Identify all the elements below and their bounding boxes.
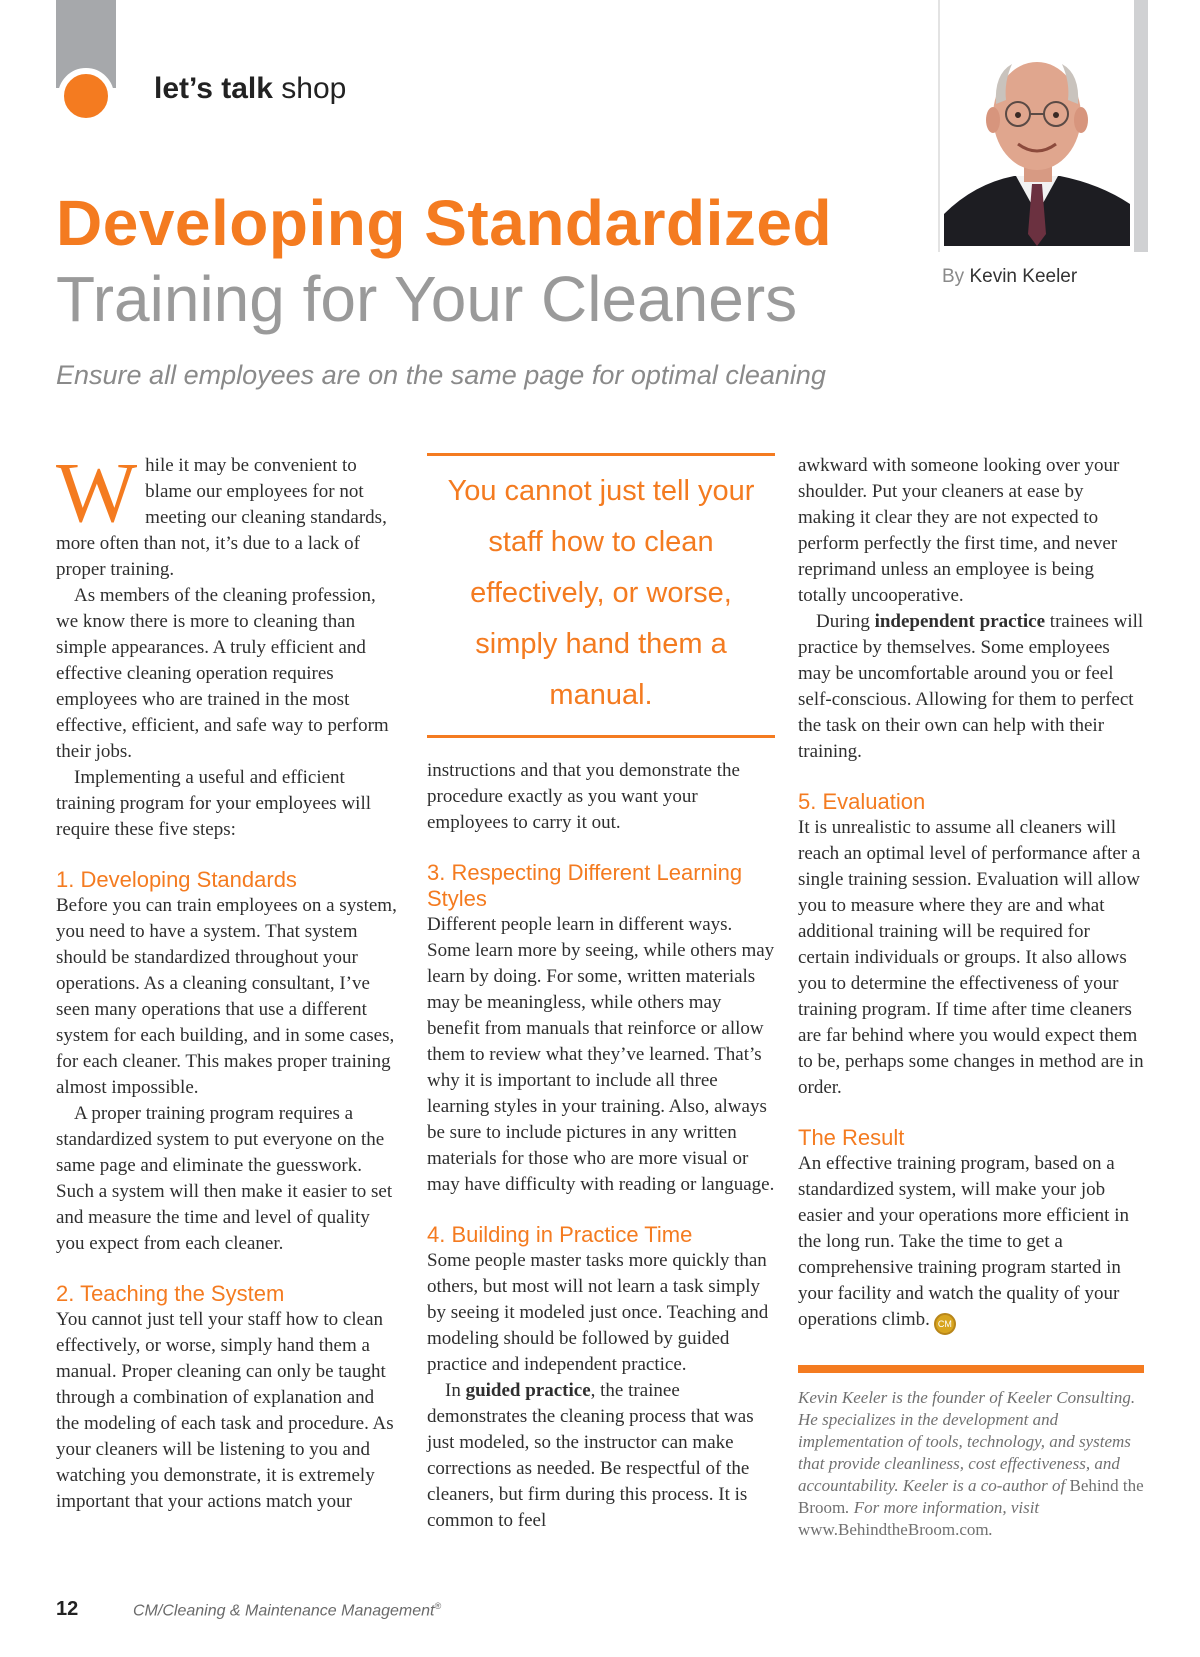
bio-divider: [798, 1365, 1144, 1373]
column-2: [427, 453, 775, 1534]
headline-line-1: Developing Standardized: [56, 187, 833, 259]
heading-teaching-system: 2. Teaching the System: [56, 1281, 285, 1306]
learning-styles-paragraph: Different people learn in different ways. Some learn more by seeing, while others may learn by doing. For some, written materials may be meaningless, while others may benefit from manuals that reinforce or allow them to review what they’ve learned. That’s why it is important to include all three learning styles in your training. Also, always be sure to include pictures in any written materials for those who are more visual or may have difficulty with reading or language.: [427, 914, 775, 1195]
intro-paragraph-1: [56, 444, 402, 583]
result-paragraph: [798, 1151, 1144, 1335]
pull-quote: You cannot just tell your staff how to clean effectively, or worse, simply hand them a manual.: [427, 453, 775, 738]
bio-book-title: Behind the Broom: [798, 1476, 1144, 1517]
bio-main: Kevin Keeler is the founder of Keeler Consulting. He specializes in the development and implementation of tools, technology, and systems that provide cleanliness, cost effectiveness, and accountability. Keeler is a co-author of: [798, 1388, 1136, 1495]
cm-end-mark-icon: CM: [934, 1313, 956, 1335]
heading-practice-time: 4. Building in Practice Time: [427, 1222, 693, 1247]
practice-paragraph-2: [427, 1378, 775, 1534]
byline: [942, 266, 1077, 288]
heading-developing-standards: 1. Developing Standards: [56, 867, 297, 892]
teaching-paragraph-continued: instructions and that you demonstrate the procedure exactly as you want your employees to carry it out.: [427, 760, 740, 833]
publication-title: CM/Cleaning & Maintenance Management: [133, 1602, 435, 1620]
evaluation-paragraph: It is unrealistic to assume all cleaners will reach an optimal level of performance after a single training session. Evaluation will allow you to measure where they are and what additional training will be required for certain individuals or groups. It also allows you to determine the effectiveness of your training program. If time after time cleaners are far behind where you would expect them to be, perhaps some changes in method are in order.: [798, 817, 1144, 1098]
standards-paragraph-1: Before you can train employees on a system, you need to have a system. That system should be standardized throughout your operations. As a cleaning consultant, I’ve seen many operations that use a different system for each building, and in some cases, for each cleaner. This makes proper training almost impossible.: [56, 895, 397, 1098]
section-tag: [154, 72, 346, 106]
section-tag-rest: shop: [272, 72, 347, 105]
practice-p2-pre: In: [445, 1380, 466, 1401]
intro-paragraph-1-text: hile it may be convenient to blame our employees for not meeting our cleaning standards, more often than not, it’s due to a lack of proper training.: [56, 455, 387, 580]
bio-url[interactable]: www.BehindtheBroom.com: [798, 1520, 989, 1539]
author-photo: [944, 44, 1130, 246]
teaching-paragraph-1: You cannot just tell your staff how to clean effectively, or worse, simply hand them a manual. Proper cleaning can only be taught through a combination of explanation and the modeling of each task and procedure. As your cleaners will be listening to you and watching you demonstrate, it is extremely important that your actions match your: [56, 1309, 394, 1512]
deck-subtitle: Ensure all employees are on the same page for optimal cleaning: [56, 360, 826, 390]
column-3: [798, 453, 1144, 1541]
independent-post: trainees will practice by themselves. Some employees may be uncomfortable around you or feel self-conscious. Allowing for them to perfect the task on their own can help with their training.: [798, 611, 1144, 762]
column-1: [56, 444, 402, 1515]
bio-more: . For more information, visit: [845, 1498, 1040, 1517]
heading-evaluation: 5. Evaluation: [798, 789, 926, 814]
registered-mark: ®: [434, 1601, 442, 1611]
independent-pre: During: [816, 611, 875, 632]
intro-paragraph-3: Implementing a useful and efficient training program for your employees will require these five steps:: [56, 767, 372, 840]
heading-the-result: The Result: [798, 1125, 905, 1150]
section-tag-bold: let’s talk: [154, 72, 273, 105]
section-tab-dot: [58, 68, 114, 124]
drop-cap: W: [56, 444, 138, 540]
intro-paragraph-2: As members of the cleaning profession, we know there is more to cleaning than simple appearances. A truly efficient and effective cleaning operation requires employees who are trained in the most effective, efficient, and safe way to perform their jobs.: [56, 585, 389, 762]
practice-p2-post: , the trainee demonstrates the cleaning process that was just modeled, so the instructor can make corrections as needed. Be respectful of the cleaners, but firm during this process. It is common to feel: [427, 1380, 754, 1531]
author-bio: [798, 1387, 1144, 1541]
headline-line-2: Training for Your Cleaners: [56, 263, 798, 335]
guided-practice-term: guided practice: [465, 1380, 591, 1401]
standards-paragraph-2: A proper training program requires a standardized system to put everyone on the same page and eliminate the guesswork. Such a system will then make it easier to set and measure the time and level of quality you expect from each cleaner.: [56, 1103, 393, 1254]
independent-practice-paragraph: [798, 609, 1144, 765]
practice-paragraph-1: Some people master tasks more quickly than others, but most will not learn a task simply by seeing it modeled just once. Teaching and modeling should be followed by guided practice and independent practice.: [427, 1250, 769, 1375]
byline-author: Kevin Keeler: [969, 266, 1078, 287]
bio-end: .: [988, 1520, 993, 1539]
page-number: 12: [56, 1598, 79, 1620]
practice-paragraph-continued: awkward with someone looking over your shoulder. Put your cleaners at ease by making it clear they are not expected to perform perfectly the first time, and never reprimand unless an employee is being totally uncooperative.: [798, 455, 1120, 606]
publication-name: [133, 1601, 441, 1620]
byline-by: By: [942, 266, 965, 287]
heading-learning-styles: 3. Respecting Different Learning Styles: [427, 860, 743, 911]
result-text: An effective training program, based on a standardized system, will make your job easier and your operations more efficient in the long run. Take the time to get a comprehensive training program started in your facility and watch the quality of your operations climb.: [798, 1153, 1129, 1330]
independent-practice-term: independent practice: [874, 611, 1046, 632]
